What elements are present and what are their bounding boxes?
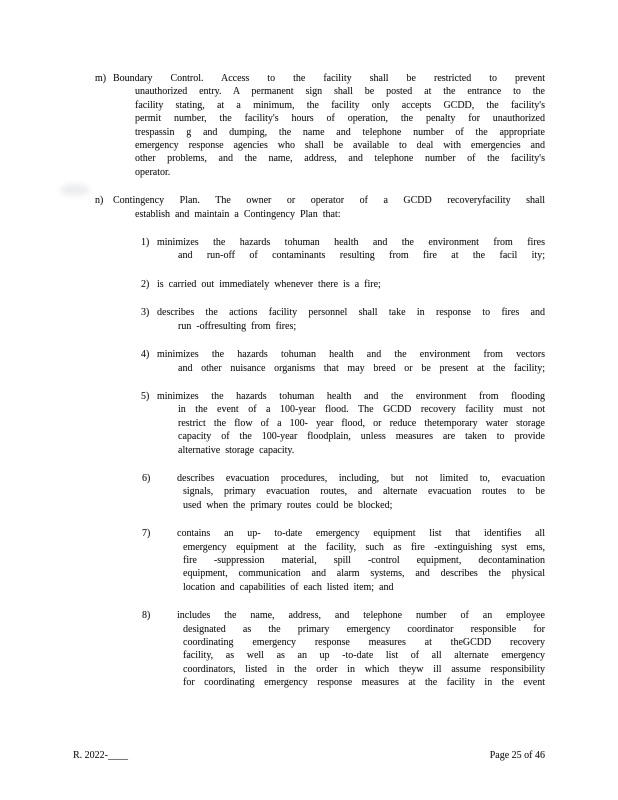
list-marker: m) [95,73,107,84]
text-line: operator. [135,166,171,178]
text-line: is carried out immediately whenever there is a fire; [157,278,381,290]
paragraph-7 [0,527,618,594]
text-line: permit number, the facility's hours of operation, the penalty for unauthorized [135,113,545,125]
text-line: location and capabilities of each listed item; and [183,581,394,593]
text-line: facility stating, at a minimum, the facility only accepts GCDD, the facility's [135,99,545,111]
text-line: fire -suppression material, spill -control equipment, decontamination [183,554,545,566]
text-line: trespassin g and dumping, the name and telephone number of the appropriate [135,126,545,138]
text-line: facility, as well as an up -to-date list of all alternate emergency [183,650,545,662]
text-line: in the event of a 100-year flood. The GCDD recovery facility must not [178,404,545,416]
page-footer [73,749,545,762]
list-marker: 6) [142,472,151,484]
list-marker: 7) [142,528,151,540]
text-line: other problems, and the name, address, and telephone number of the facility's [135,153,545,165]
text-line: contains an up- to-date emergency equipment list that identifies all [177,528,545,540]
text-line: designated as the primary emergency coordinator responsible for [183,623,545,635]
page-indicator: Page 25 of 46 [489,750,545,761]
paragraph-3 [0,306,618,333]
rule-number: R. 2022-____ [73,750,128,761]
text-line: Contingency Plan. The owner or operator of a GCDD recoveryfacility shall [113,195,545,207]
list-marker: 3) [141,307,150,319]
text-line: coordinators, listed in the order in which theyw ill assume responsibility [183,663,545,675]
text-line: minimizes the hazards tohuman health and the environment from vectors [157,349,545,361]
text-line: for coordinating emergency response measures at the facility in the event [183,677,545,689]
list-marker: 4) [141,349,150,361]
list-marker: n) [95,195,104,207]
text-line: run -offresulting from fires; [178,320,297,332]
list-marker: 2) [141,278,150,290]
list-marker: 5) [141,390,150,402]
text-line: alternative storage capacity. [178,444,295,456]
paragraph-2 [0,278,618,291]
text-line: and other nuisance organisms that may breed or be present at the facility; [178,362,545,374]
text-line: establish and maintain a Contingency Plan that: [135,208,341,220]
text-line: restrict the flow of a 100- year flood, or reduce thetemporary water storage [178,417,545,429]
paragraph-n [0,194,618,221]
text-line: includes the name, address, and telephone number of an employee [177,610,545,622]
text-line: equipment, communication and alarm systems, and describes the physical [183,568,545,580]
paragraph-m [0,72,618,179]
text-line: used when the primary routes could be blocked; [183,499,393,511]
text-line: minimizes the hazards tohuman health and the environment from flooding [157,390,545,402]
list-marker: 8) [142,610,151,622]
text-line: and run-off of contaminants resulting from fire at the facil ity; [178,250,545,262]
document-body [0,72,618,705]
list-marker: 1) [141,237,150,249]
paragraph-5 [0,390,618,457]
text-line: unauthorized entry. A permanent sign shall be posted at the entrance to the [135,86,545,98]
text-line: capacity of the 100-year floodplain, unless measures are taken to provide [178,431,545,443]
text-line: coordinating emergency response measures at theGCDD recovery [183,637,545,648]
paragraph-4 [0,348,618,375]
text-line: emergency response agencies who shall be available to deal with emergencies and [135,140,545,152]
text-line: describes the actions facility personnel shall take in response to fires and [157,307,545,319]
text-line: emergency equipment at the facility, such as fire -extinguishing syst ems, [183,541,545,553]
paragraph-6 [0,472,618,512]
paragraph-8 [0,609,618,689]
text-line: signals, primary evacuation routes, and alternate evacuation routes to be [183,486,545,498]
text-line: Boundary Control. Access to the facility shall be restricted to prevent [113,73,545,84]
text-line: minimizes the hazards tohuman health and the environment from fires [157,237,545,249]
paragraph-1 [0,236,618,263]
text-line: describes evacuation procedures, including, but not limited to, evacuation [177,472,545,484]
